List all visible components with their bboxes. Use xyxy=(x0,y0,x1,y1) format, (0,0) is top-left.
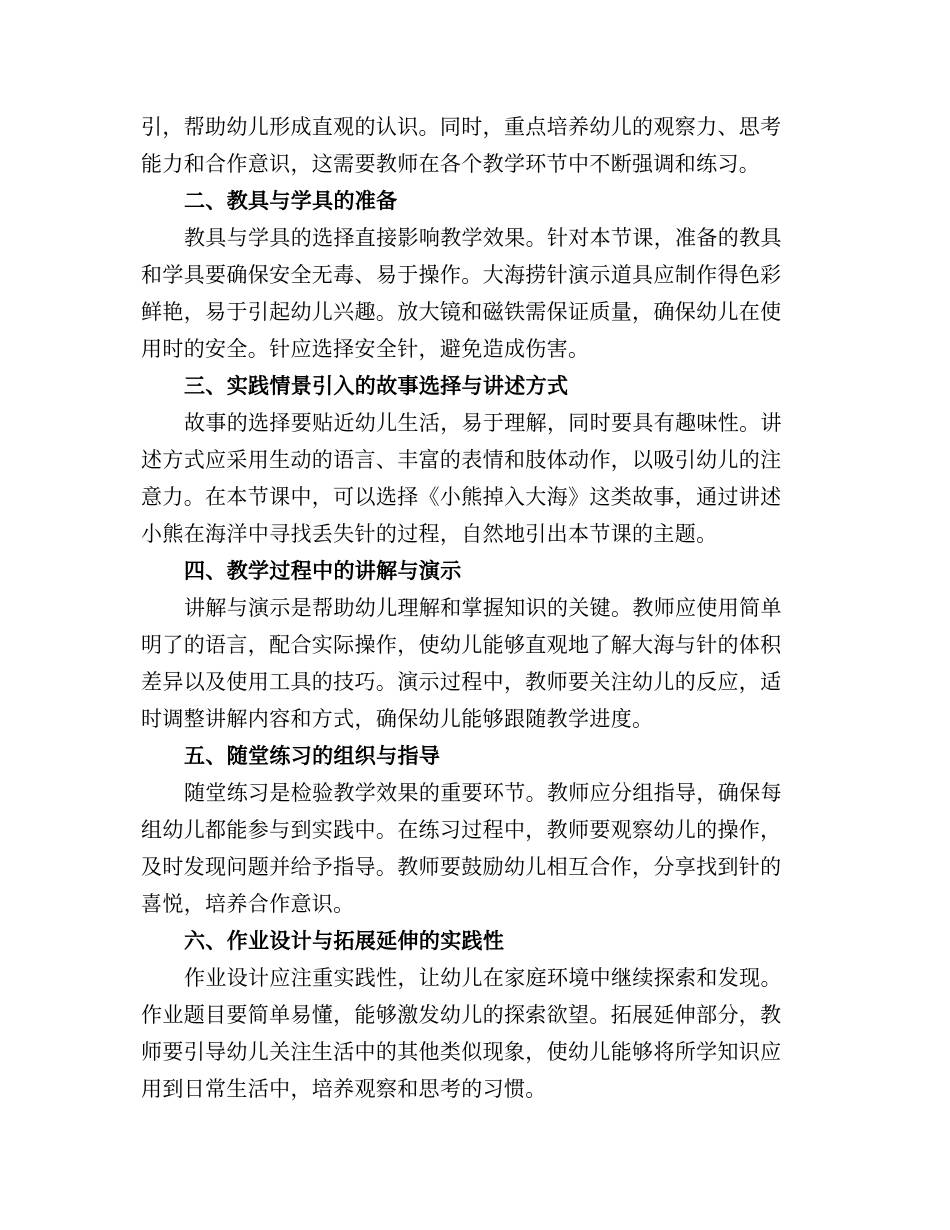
paragraph-line: 和学具要确保安全无毒、易于操作。大海捞针演示道具应制作得色彩 xyxy=(141,263,782,287)
section-heading: 三、实践情景引入的故事选择与讲述方式 xyxy=(184,373,569,398)
paragraph-line: 组幼儿都能参与到实践中。在练习过程中，教师要观察幼儿的操作， xyxy=(141,818,782,842)
paragraph-line: 作业题目要简单易懂，能够激发幼儿的探索欲望。拓展延伸部分，教 xyxy=(141,1003,782,1027)
paragraph-line: 明了的语言，配合实际操作，使幼儿能够直观地了解大海与针的体积 xyxy=(141,633,782,657)
paragraph-line: 故事的选择要贴近幼儿生活，易于理解，同时要具有趣味性。讲 xyxy=(184,411,782,435)
paragraph-line: 及时发现问题并给予指导。教师要鼓励幼儿相互合作，分享找到针的 xyxy=(141,855,782,879)
paragraph-line: 时调整讲解内容和方式，确保幼儿能够跟随教学进度。 xyxy=(141,707,654,731)
paragraph-line: 差异以及使用工具的技巧。演示过程中，教师要关注幼儿的反应，适 xyxy=(141,670,782,694)
paragraph-line: 小熊在海洋中寻找丢失针的过程，自然地引出本节课的主题。 xyxy=(141,522,718,546)
section-heading: 六、作业设计与拓展延伸的实践性 xyxy=(184,928,505,953)
paragraph-line: 用时的安全。针应选择安全针，避免造成伤害。 xyxy=(141,337,590,361)
paragraph-line: 作业设计应注重实践性，让幼儿在家庭环境中继续探索和发现。 xyxy=(184,966,782,990)
paragraph-line: 师要引导幼儿关注生活中的其他类似现象，使幼儿能够将所学知识应 xyxy=(141,1040,782,1064)
section-heading: 五、随堂练习的组织与指导 xyxy=(184,743,441,768)
paragraph-line: 教具与学具的选择直接影响教学效果。针对本节课，准备的教具 xyxy=(184,226,782,250)
paragraph-line: 喜悦，培养合作意识。 xyxy=(141,892,355,916)
section-heading: 二、教具与学具的准备 xyxy=(184,188,398,213)
paragraph-line: 随堂练习是检验教学效果的重要环节。教师应分组指导，确保每 xyxy=(184,781,782,805)
section-heading: 四、教学过程中的讲解与演示 xyxy=(184,558,462,583)
paragraph-line: 能力和合作意识，这需要教师在各个教学环节中不断强调和练习。 xyxy=(141,152,761,176)
paragraph-line: 述方式应采用生动的语言、丰富的表情和肢体动作，以吸引幼儿的注 xyxy=(141,448,782,472)
paragraph-line: 用到日常生活中，培养观察和思考的习惯。 xyxy=(141,1077,547,1101)
paragraph-line: 鲜艳，易于引起幼儿兴趣。放大镜和磁铁需保证质量，确保幼儿在使 xyxy=(141,300,782,324)
paragraph-line: 意力。在本节课中，可以选择《小熊掉入大海》这类故事，通过讲述 xyxy=(141,485,782,509)
paragraph-line: 讲解与演示是帮助幼儿理解和掌握知识的关键。教师应使用简单 xyxy=(184,596,782,620)
paragraph-line: 引，帮助幼儿形成直观的认识。同时，重点培养幼儿的观察力、思考 xyxy=(141,115,782,139)
